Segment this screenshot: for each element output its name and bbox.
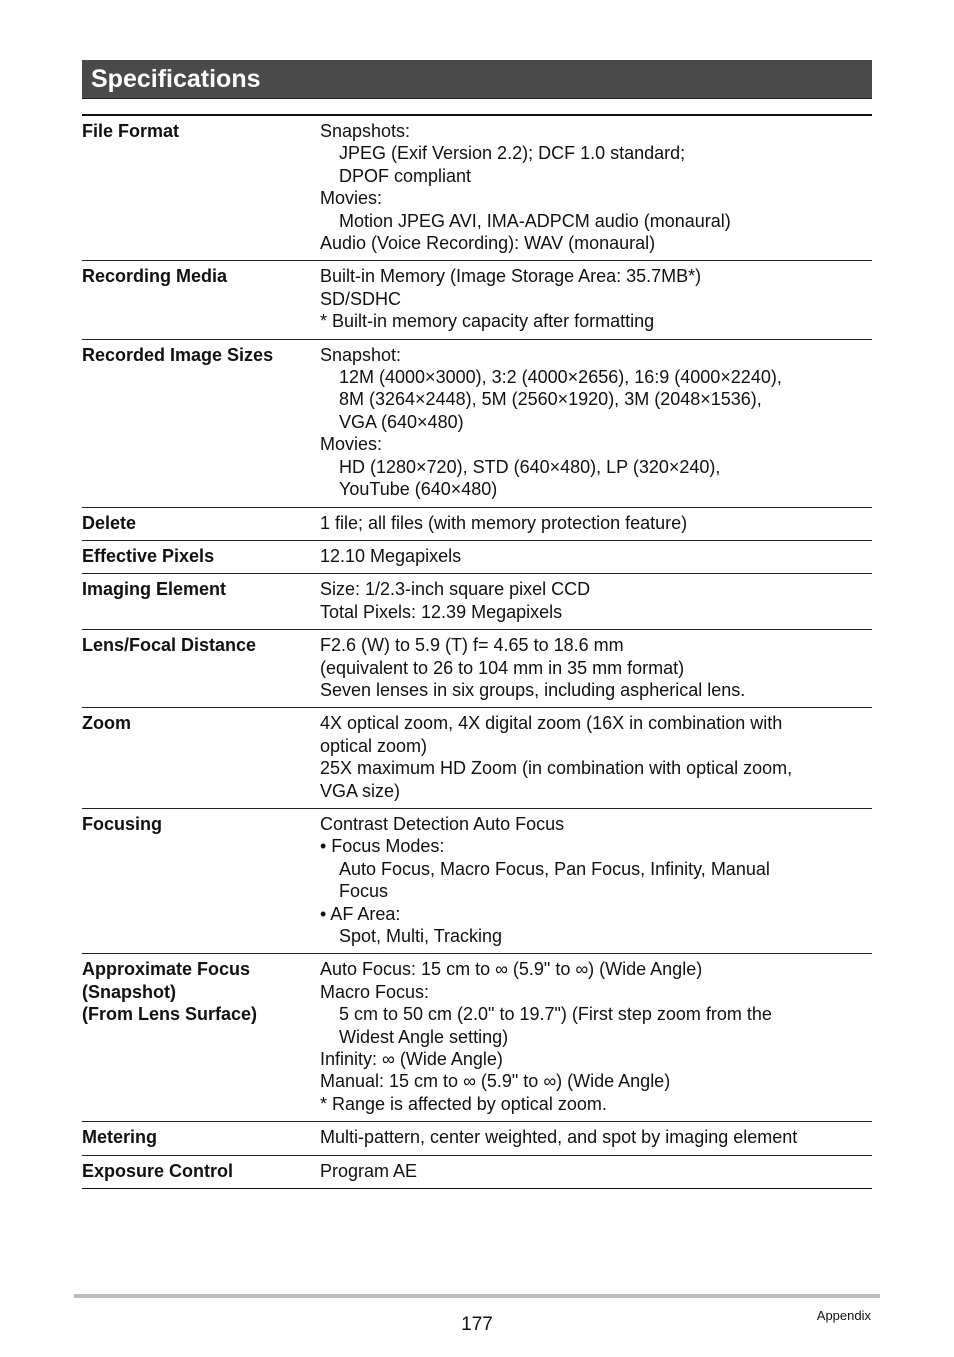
spec-value-line: 8M (3264×2448), 5M (2560×1920), 3M (2048×1536), [339,389,762,410]
spec-label-line: Lens/Focal Distance [82,635,257,656]
spec-value [320,120,872,254]
spec-value-line: optical zoom) [320,735,428,756]
spec-label-line: (Snapshot) [82,981,176,1002]
spec-value-line: Snapshot: [320,344,402,365]
spec-value-line: DPOF compliant [339,165,472,186]
spec-row [82,574,872,630]
footer-divider [74,1294,880,1298]
page-number: 177 [461,1314,493,1335]
spec-value [320,265,872,332]
spec-label-line: (From Lens Surface) [82,1004,258,1025]
spec-value-line: Auto Focus: 15 cm to ∞ (5.9" to ∞) (Wide Angle) [320,959,703,980]
spec-label [82,813,320,947]
spec-value-line: Motion JPEG AVI, IMA-ADPCM audio (monaural) [339,210,731,231]
spec-label [82,512,320,534]
page-title: Specifications [91,65,261,93]
spec-value-line: 12.10 Megapixels [320,545,462,566]
spec-label [82,545,320,567]
spec-label-line: Recorded Image Sizes [82,344,274,365]
spec-label-line: Zoom [82,713,131,734]
spec-value-line: Widest Angle setting) [339,1026,509,1047]
specifications-table [82,114,872,1189]
spec-row [82,954,872,1122]
spec-label-line: Delete [82,512,137,533]
spec-value-line: Movies: [320,434,383,455]
spec-label [82,120,320,254]
spec-value-line: 5 cm to 50 cm (2.0" to 19.7") (First step zoom from the [339,1004,772,1025]
spec-value-line: Movies: [320,188,383,209]
spec-label-line: Exposure Control [82,1160,234,1181]
spec-value-line: Infinity: ∞ (Wide Angle) [320,1049,503,1070]
spec-value-line: SD/SDHC [320,288,402,309]
section-title-bar [82,60,872,99]
spec-label-line: Imaging Element [82,579,227,600]
spec-row [82,630,872,708]
spec-row [82,1156,872,1189]
spec-row [82,1122,872,1155]
spec-value-line: * Built-in memory capacity after formatting [320,311,655,332]
spec-label [82,578,320,623]
spec-value [320,1160,872,1182]
spec-value [320,958,872,1115]
spec-label [82,634,320,701]
spec-row [82,541,872,574]
spec-value-line: Snapshots: [320,121,411,141]
spec-value [320,578,872,623]
spec-value-line: Focus [339,881,389,902]
spec-value-line: • Focus Modes: [320,836,445,857]
spec-row [82,261,872,339]
spec-value [320,545,872,567]
spec-label-line: Metering [82,1127,158,1148]
spec-label [82,265,320,332]
spec-value [320,512,872,534]
spec-value-line: Spot, Multi, Tracking [339,926,503,946]
spec-value [320,813,872,947]
spec-value-line: (equivalent to 26 to 104 mm in 35 mm format) [320,657,685,678]
spec-value-line: Size: 1/2.3-inch square pixel CCD [320,579,591,600]
spec-value-line: Built-in Memory (Image Storage Area: 35.7MB*) [320,266,702,287]
spec-label-line: Approximate Focus [82,959,251,980]
spec-row [82,508,872,541]
spec-value-line: 25X maximum HD Zoom (in combination with optical zoom, [320,758,793,779]
spec-label [82,958,320,1115]
spec-value [320,712,872,802]
spec-label [82,344,320,501]
spec-row [82,340,872,508]
spec-label-line: Recording Media [82,266,228,287]
spec-value-line: Program AE [320,1160,418,1181]
spec-value-line: Auto Focus, Macro Focus, Pan Focus, Infinity, Manual [339,858,770,879]
spec-value-line: 4X optical zoom, 4X digital zoom (16X in combination with [320,713,783,734]
spec-value-line: * Range is affected by optical zoom. [320,1093,607,1114]
spec-value-line: HD (1280×720), STD (640×480), LP (320×240), [339,456,721,477]
spec-value-line: Multi-pattern, center weighted, and spot by imaging element [320,1127,798,1148]
spec-label [82,712,320,802]
spec-value-line: VGA (640×480) [339,411,464,432]
spec-value-line: F2.6 (W) to 5.9 (T) f= 4.65 to 18.6 mm [320,635,624,656]
spec-label-line: Focusing [82,813,162,834]
spec-label-line: Effective Pixels [82,545,215,566]
spec-row [82,708,872,809]
spec-value-line: YouTube (640×480) [339,479,498,500]
spec-label [82,1160,320,1182]
spec-value-line: Macro Focus: [320,981,430,1002]
spec-value-line: JPEG (Exif Version 2.2); DCF 1.0 standard; [339,143,686,164]
spec-value-line: Seven lenses in six groups, including aspherical lens. [320,679,746,700]
spec-row [82,116,872,261]
section-name: Appendix [816,1308,871,1323]
spec-row [82,809,872,954]
spec-label-line: File Format [82,121,180,141]
spec-value-line: Contrast Detection Auto Focus [320,813,565,834]
spec-label [82,1126,320,1148]
spec-value-line: 1 file; all files (with memory protection feature) [320,512,688,533]
spec-value-line: Manual: 15 cm to ∞ (5.9" to ∞) (Wide Angle) [320,1071,671,1092]
spec-value [320,1126,872,1148]
spec-value [320,344,872,501]
spec-value-line: Audio (Voice Recording): WAV (monaural) [320,233,656,254]
spec-value-line: 12M (4000×3000), 3:2 (4000×2656), 16:9 (4000×2240), [339,367,782,388]
spec-value-line: • AF Area: [320,903,401,924]
spec-value-line: VGA size) [320,780,401,801]
spec-value [320,634,872,701]
spec-value-line: Total Pixels: 12.39 Megapixels [320,601,563,622]
